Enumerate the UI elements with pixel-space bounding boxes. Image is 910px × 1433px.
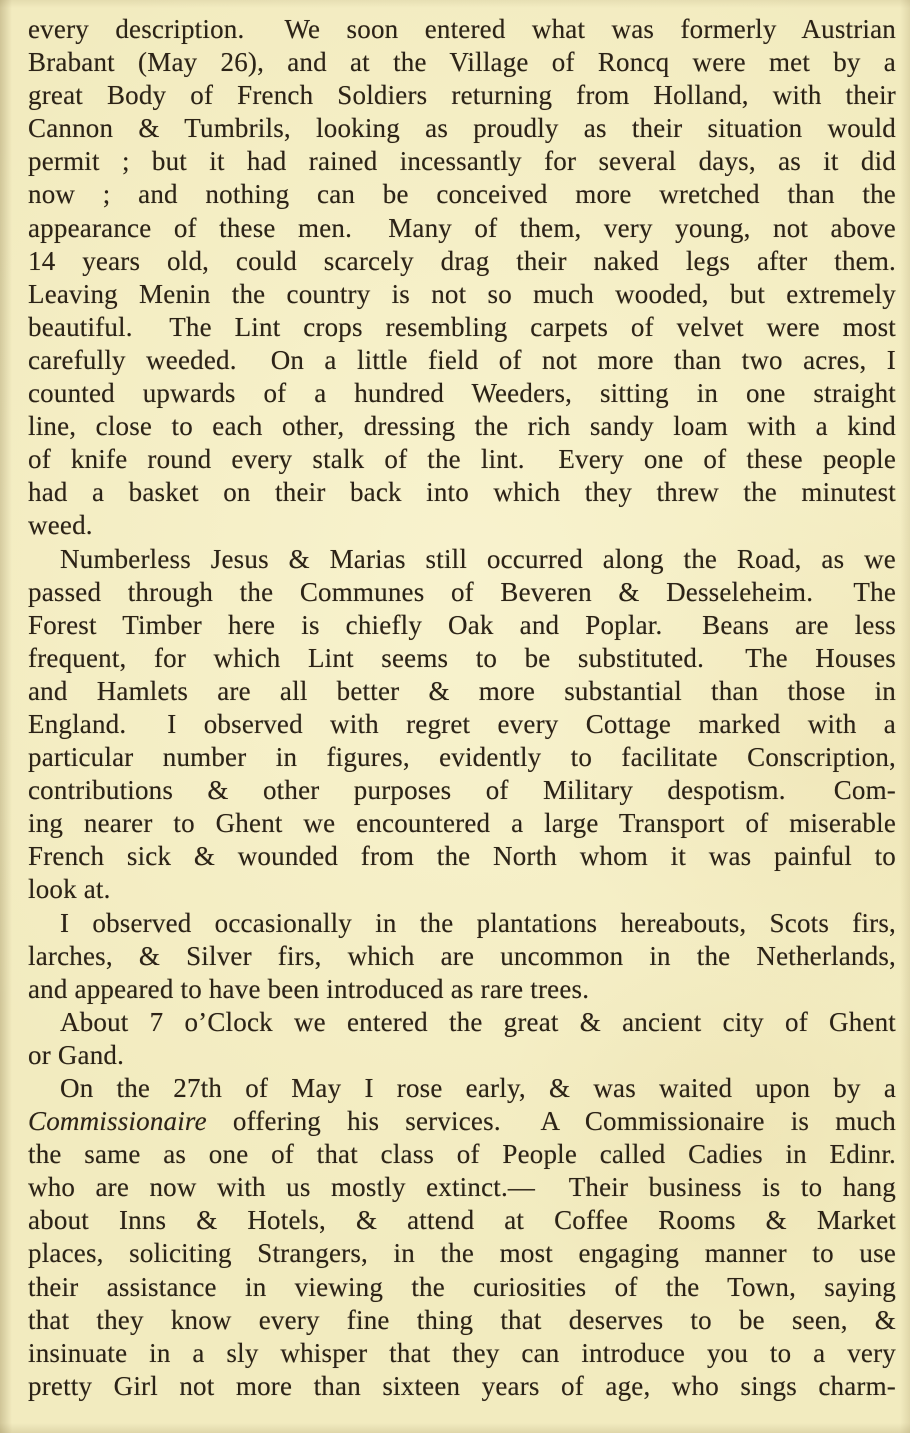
text-line: or Gand.	[28, 1039, 125, 1070]
paragraph	[28, 543, 896, 907]
text-line: insinuate in a sly whisper that they can introduce you to a very	[28, 1337, 896, 1368]
text-line: Numberless Jesus & Marias still occurred along the Road, as we	[60, 543, 896, 574]
text-line: ing nearer to Ghent we encountered a large Transport of miserable	[28, 808, 896, 839]
paragraph	[28, 907, 896, 1006]
text-line: their assistance in viewing the curiosities of the Town, saying	[28, 1271, 896, 1302]
italic-word: Commissionaire	[28, 1106, 207, 1137]
text-line: Brabant (May 26), and at the Village of Roncq were met by a	[28, 47, 896, 78]
text-line: 14 years old, could scarcely drag their naked legs after them.	[28, 245, 896, 276]
text-line: larches, & Silver firs, which are uncommon in the Netherlands,	[28, 940, 896, 971]
text-line: Forest Timber here is chiefly Oak and Poplar. Beans are less	[28, 609, 896, 640]
text-line: permit ; but it had rained incessantly for several days, as it did	[28, 146, 896, 177]
text-line: carefully weeded. On a little field of not more than two acres, I	[28, 344, 896, 375]
text-line	[28, 1105, 896, 1138]
paragraph	[28, 13, 896, 543]
text-line: beautiful. The Lint crops resembling carpets of velvet were most	[28, 311, 896, 342]
text-line: On the 27th of May I rose early, & was waited upon by a	[60, 1073, 896, 1103]
text-line: Cannon & Tumbrils, looking as proudly as their situation would	[28, 113, 896, 144]
text-line: appearance of these men. Many of them, very young, not above	[28, 212, 896, 243]
text-line: who are now with us mostly extinct.— Their business is to hang	[28, 1172, 896, 1203]
paragraph	[28, 1072, 896, 1403]
text-line: counted upwards of a hundred Weeders, sitting in one straight	[28, 378, 896, 409]
text-line: pretty Girl not more than sixteen years of age, who sings charm-	[28, 1370, 896, 1401]
text-line: of knife round every stalk of the lint. Every one of these people	[28, 444, 896, 475]
paragraph	[28, 1006, 896, 1072]
text-line: About 7 o’Clock we entered the great & ancient city of Ghent	[60, 1006, 896, 1037]
text-line: frequent, for which Lint seems to be substituted. The Houses	[28, 642, 896, 673]
text-line: passed through the Communes of Beveren & Desseleheim. The	[28, 576, 896, 607]
text-line: Leaving Menin the country is not so much wooded, but extremely	[28, 278, 896, 309]
text-line: now ; and nothing can be conceived more wretched than the	[28, 179, 896, 210]
text-line: the same as one of that class of People called Cadies in Edinr.	[28, 1139, 896, 1170]
text-line: great Body of French Soldiers returning from Holland, with their	[28, 80, 896, 111]
text-line: contributions & other purposes of Military despotism. Com-	[28, 775, 896, 806]
text-line: French sick & wounded from the North whom it was painful to	[28, 841, 896, 872]
text-line: and appeared to have been introduced as rare trees.	[28, 973, 590, 1004]
text-line: and Hamlets are all better & more substantial than those in	[28, 675, 896, 706]
text-line: England. I observed with regret every Cottage marked with a	[28, 708, 896, 739]
text-line: line, close to each other, dressing the rich sandy loam with a kind	[28, 411, 896, 442]
text-line: had a basket on their back into which they threw the minutest	[28, 477, 896, 508]
text-line: I observed occasionally in the plantations hereabouts, Scots firs,	[60, 907, 896, 938]
text-segment: offering his services. A Commissionaire is much	[206, 1106, 896, 1137]
text-line: about Inns & Hotels, & attend at Coffee Rooms & Market	[28, 1205, 896, 1236]
text-line: every description. We soon entered what was formerly Austrian	[28, 14, 896, 44]
text-line: look at.	[28, 874, 111, 905]
text-line: particular number in figures, evidently to facilitate Conscription,	[28, 742, 896, 773]
page-text	[28, 13, 896, 1403]
text-line: weed.	[28, 510, 93, 541]
text-line: that they know every fine thing that deserves to be seen, &	[28, 1304, 896, 1335]
text-line: places, soliciting Strangers, in the most engaging manner to use	[28, 1238, 896, 1269]
